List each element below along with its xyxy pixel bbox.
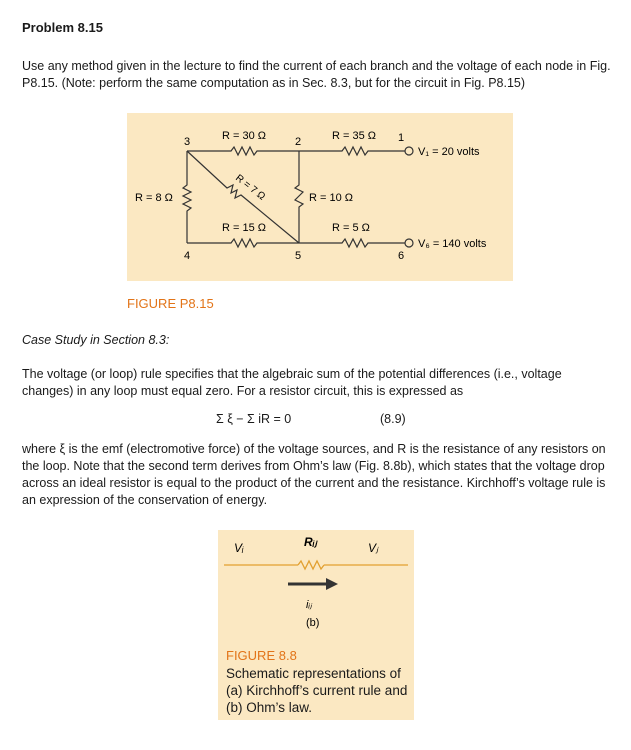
resistor-8 [183, 151, 191, 243]
label-r7: R = 7 Ω [233, 172, 268, 203]
label-v1: V₁ = 20 volts [418, 146, 480, 158]
equation-number: (8.9) [380, 412, 406, 426]
problem-title: Problem 8.15 [22, 20, 103, 35]
resistor-30 [187, 147, 299, 155]
current-arrow-icon [326, 578, 338, 590]
ohms-law-diagram [218, 530, 414, 640]
node-3: 3 [184, 136, 191, 148]
figure-88-description: Schematic representations of (a) Kirchhoff’s current rule and (b) Ohm’s law. [226, 666, 408, 715]
label-r35: R = 35 Ω [332, 130, 376, 142]
label-r15: R = 15 Ω [222, 222, 266, 234]
figure-88-title: FIGURE 8.8 [226, 648, 297, 663]
equation: Σ ξ − Σ iR = 0 [216, 412, 292, 426]
resistor-5 [299, 239, 405, 247]
figure-caption-p815: FIGURE P8.15 [127, 296, 214, 311]
node-5: 5 [295, 250, 302, 262]
label-b: (b) [306, 617, 320, 629]
case-study-heading: Case Study in Section 8.3: [22, 333, 170, 347]
label-iij: iᵢⱼ [306, 599, 312, 611]
node-2: 2 [295, 136, 302, 148]
circuit-diagram [127, 113, 513, 281]
label-v6: V₆ = 140 volts [418, 238, 487, 250]
terminal-v6 [405, 239, 413, 247]
label-vj: Vⱼ [368, 541, 379, 555]
resistor-15 [187, 239, 299, 247]
terminal-v1 [405, 147, 413, 155]
label-r8: R = 8 Ω [135, 192, 173, 204]
resistor-icon [298, 561, 324, 569]
node-4: 4 [184, 250, 191, 262]
problem-statement: Use any method given in the lecture to find the current of each branch and the voltage of each node in Fig. P8.15. (Note: perform the same computation as in Sec. 8.3, but for the circuit in Fig. P8.15) [22, 59, 611, 90]
label-r10: R = 10 Ω [309, 192, 353, 204]
label-rij: Rᵢⱼ [304, 535, 317, 549]
label-vi: Vᵢ [234, 541, 244, 555]
voltage-rule-paragraph: The voltage (or loop) rule specifies that the algebraic sum of the potential differences (i.e., voltage changes) in any loop must equal zero. For a resistor circuit, this is expressed as [22, 367, 562, 398]
circuit-figure-panel [127, 113, 513, 281]
label-r5: R = 5 Ω [332, 222, 370, 234]
resistor-10 [295, 151, 303, 243]
node-6: 6 [398, 250, 405, 262]
label-r30: R = 30 Ω [222, 130, 266, 142]
resistor-35 [299, 147, 405, 155]
node-1: 1 [398, 132, 405, 144]
explanation-paragraph: where ξ is the emf (electromotive force) of the voltage sources, and R is the resistance of any resistors on the loop. Note that the second term derives from Ohm’s law (Fig. 8.8b), which states that the voltage drop across an ideal resistor is equal to the product of the current and the resistance. Kirchhoff’s voltage rule is an expression of the conservation of energy. [22, 442, 606, 507]
